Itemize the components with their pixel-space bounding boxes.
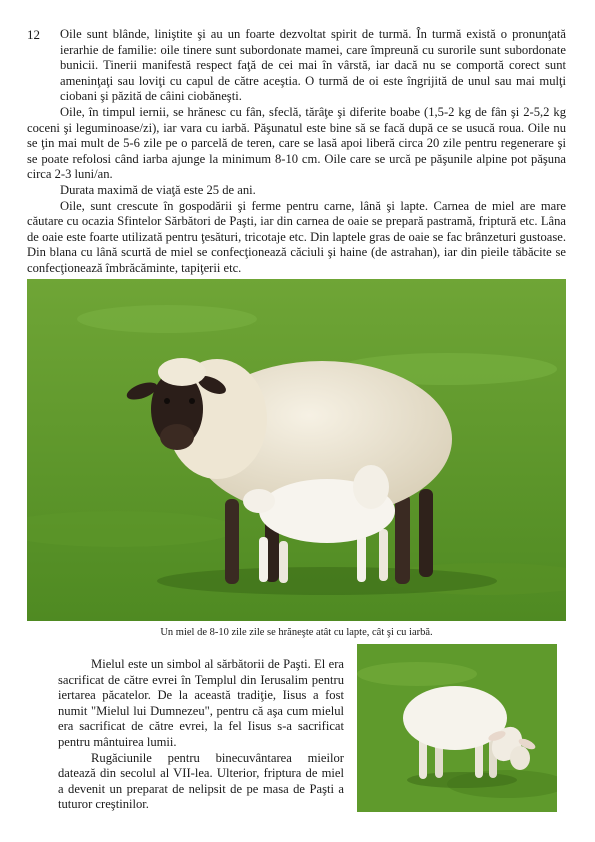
paragraph: Oile, sunt crescute în gospodării şi ferme pentru carne, lână şi lapte. Carnea de miel are mare căutare cu ocazia Sfintelor Sărbători de Paşti, iar din carnea de oaie se prepară pastramă, friptură etc. Lâna de oaie este foarte utilizată pentru ţesături, tricotaje etc. Din laptele gras de oaie se fac brânzeturi gustoase. Din blana cu lână scurtă de miel se confecţionează căciuli şi haine (de astrahan), iar din pieile tăbăcite se confecţionează îmbrăcăminte, tapiţerii etc. — [27, 198, 566, 275]
paragraph: Oile sunt blânde, liniştite şi au un foarte dezvoltat spirit de turmă. În turmă există o pronunţată ierarhie de familie: oile tinere sunt subordonate mamei, care împreună cu surorile sunt subordonate bunicii. Tinerii manifestă respect faţă de cei mai în vârstă, iar dacă nu se comportă corect sunt ameninţaţi sau loviţi cu capul de către aceştia. O turmă de oi este îngrijită de unul sau mai mulţi ciobani şi păzită de câini ciobăneşti. — [60, 27, 566, 104]
paragraph: Rugăciunile pentru binecuvântarea mieilor datează din secolul al VII-lea. Ulterior, friptura de miel a devenit un preparat de nelipsit de pe masa de Paşti a tuturor creştinilor. — [58, 750, 344, 812]
body-text-top — [27, 27, 566, 277]
sheep-and-lamb-photo — [27, 279, 566, 621]
body-text-bottom — [58, 657, 344, 813]
photo-caption: Un miel de 8-10 zile zile se hrăneşte atât cu lapte, cât şi cu iarbă. — [160, 627, 433, 638]
page-number: 12 — [27, 27, 40, 42]
paragraph: Oile, în timpul iernii, se hrănesc cu fân, sfeclă, tărâţe şi diferite boabe (1,5-2 kg de fân şi 2-5,2 kg coceni şi leguminoase/zi), iar vara cu iarbă. Păşunatul este bine să se facă după ce se usucă roua. Oile nu se ţin mai mult de 5-6 zile pe o parcelă de teren, care se lasă apoi liberă circa 20 zile pentru regenerare şi se poate refolosi când iarba ajunge la minimum 8-10 cm. Oile care se urcă pe păşunile alpine pot păşuna circa 2-3 luni/an. — [27, 104, 566, 182]
paragraph: Durata maximă de viaţă este 25 de ani. — [60, 182, 256, 197]
grazing-lamb-photo — [357, 644, 557, 812]
paragraph: Mielul este un simbol al sărbătorii de Paşti. El era sacrificat de către evrei în Templul din Ierusalim pentru iertarea păcatelor. De la această tradiţie, Iisus a fost numit "Mielul lui Dumnezeu", pentru că aşa cum mielul era sacrificat de către evrei, la fel Iisus s-a sacrificat pentru mântuirea lumii. — [58, 657, 344, 749]
